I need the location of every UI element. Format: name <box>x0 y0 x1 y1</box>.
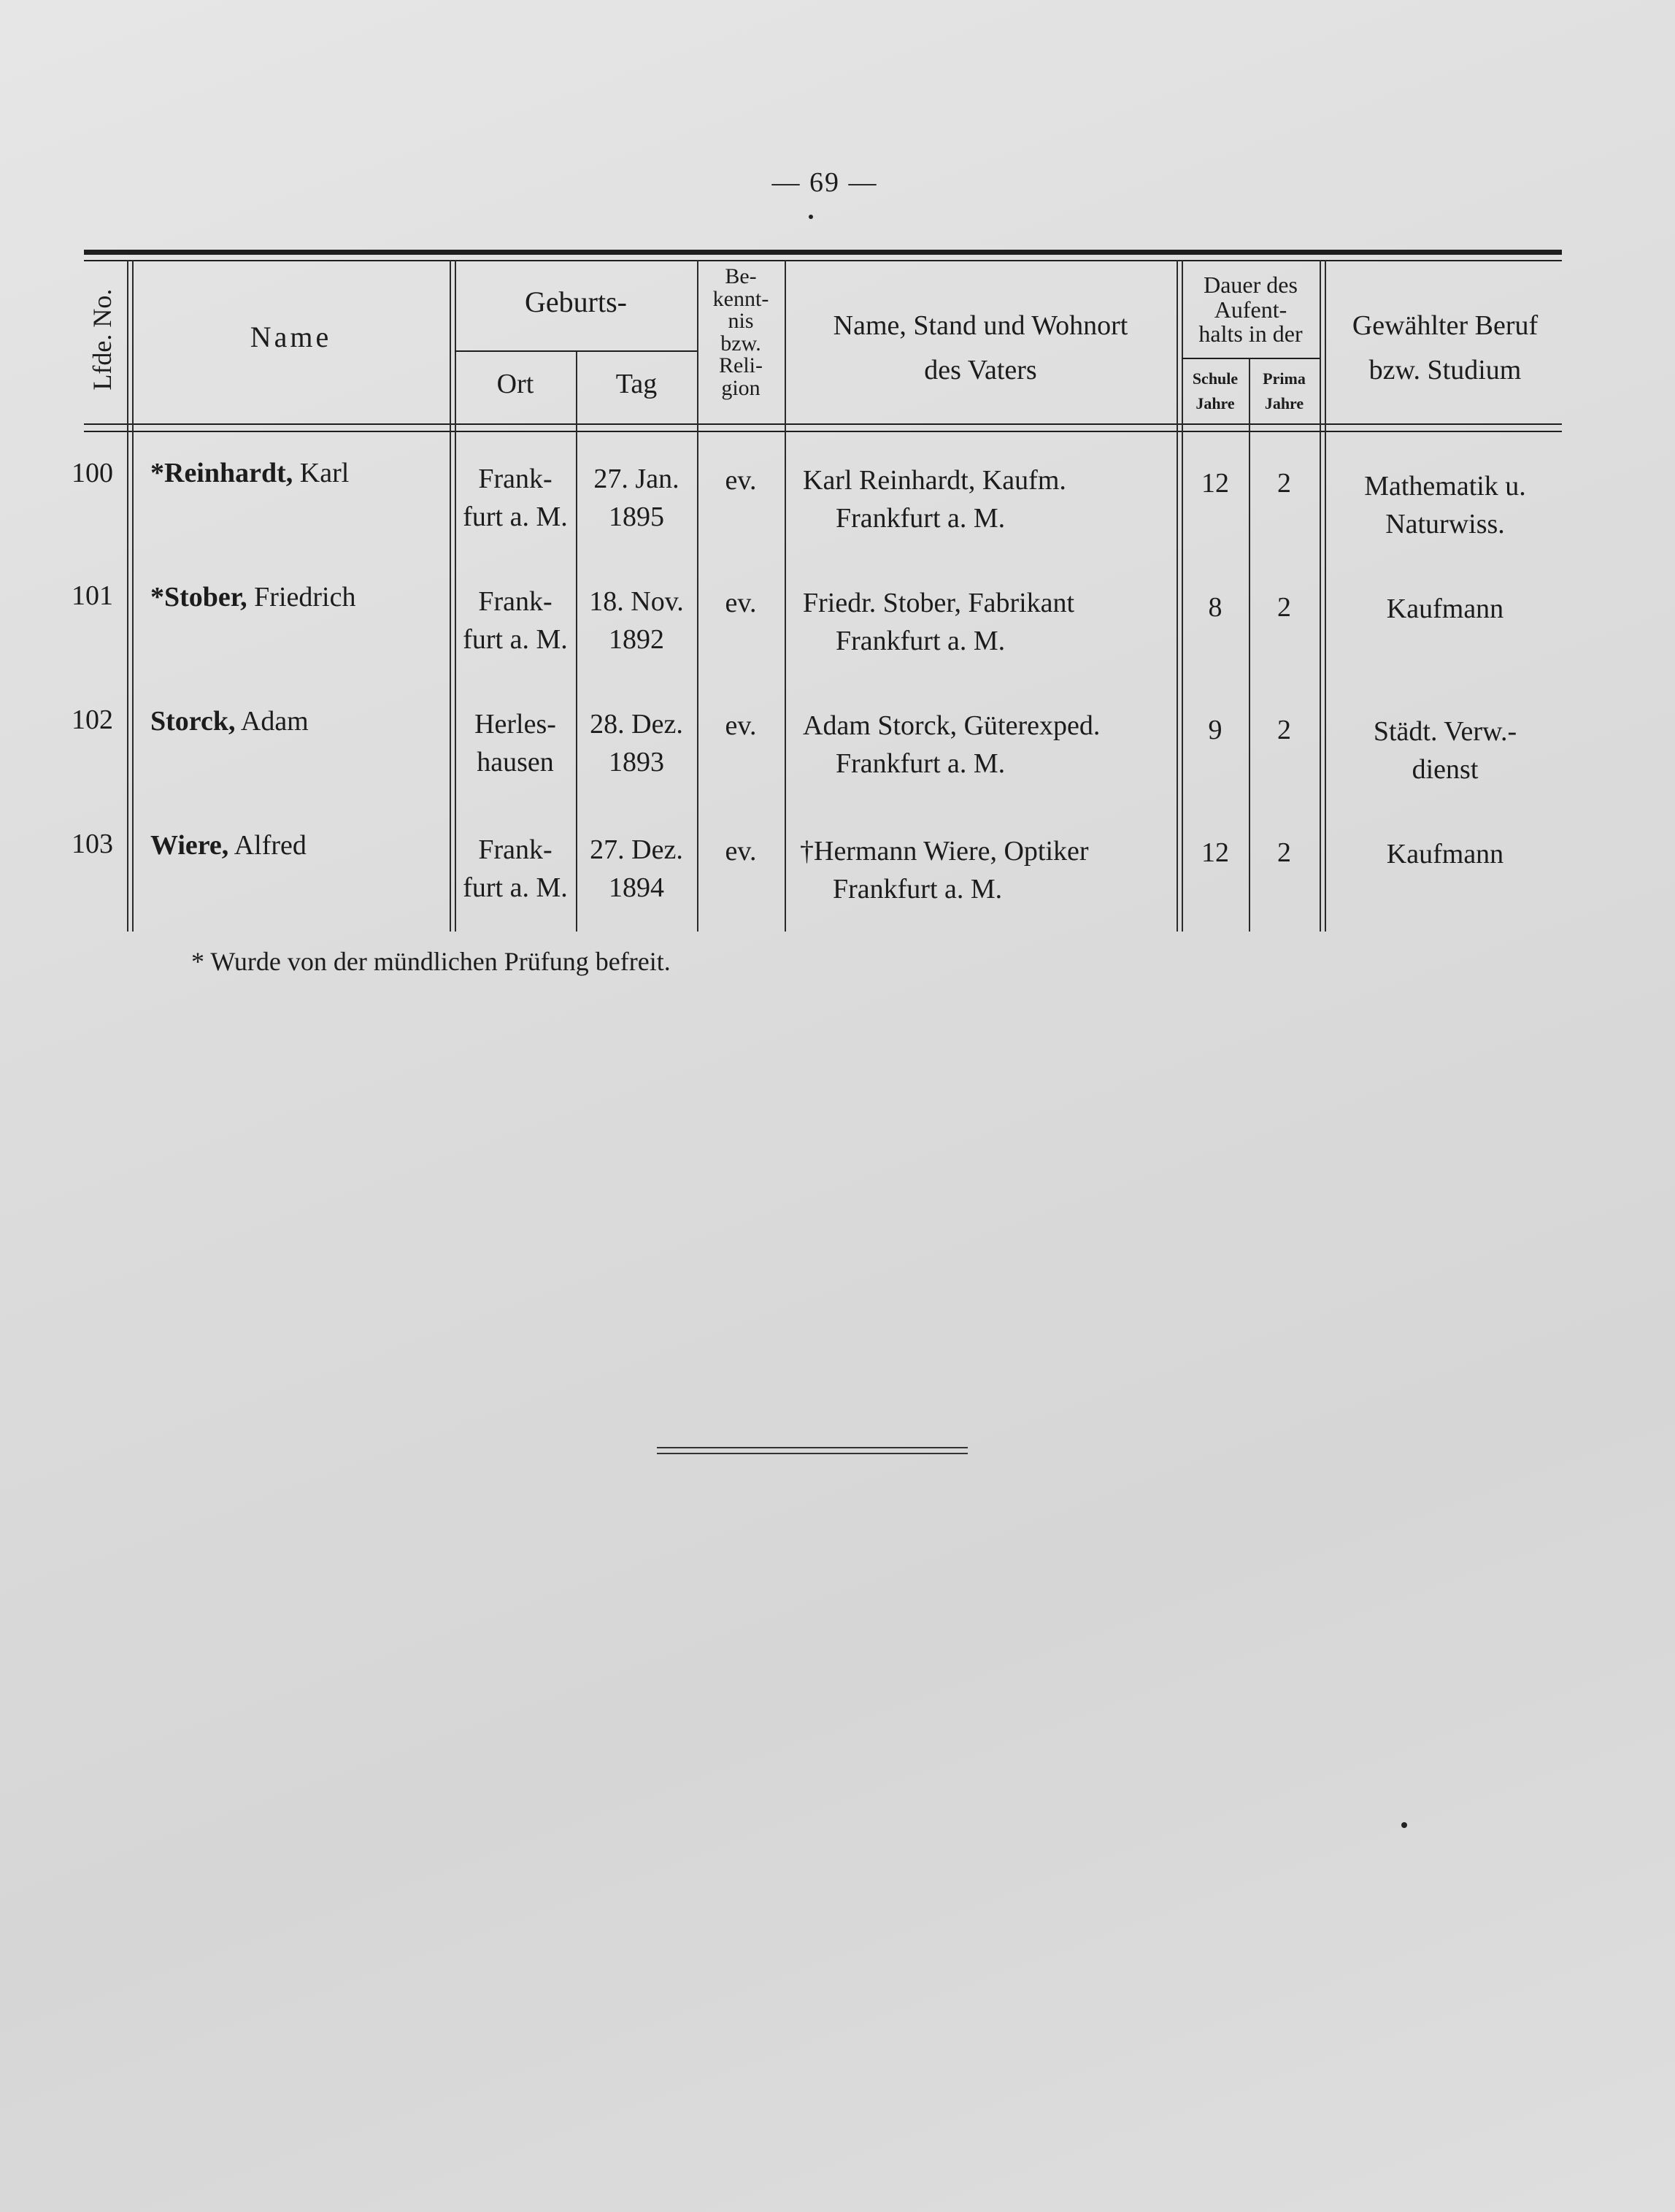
chosen-career: Mathematik u. Naturwiss. <box>1364 471 1526 539</box>
row-number: 102 <box>72 704 113 735</box>
birth-date: 27. Jan. 1895 <box>593 464 679 532</box>
birth-place: Frank- furt a. M. <box>463 464 568 532</box>
end-rule-top <box>657 1447 968 1448</box>
col-divider-name <box>450 260 451 932</box>
header-tag: Tag <box>615 369 658 399</box>
birth-date: 18. Nov. 1892 <box>589 586 684 655</box>
student-firstname: Karl <box>299 458 350 488</box>
table-top-rule-thin <box>84 260 1562 261</box>
birth-date: 27. Dez. 1894 <box>590 834 683 903</box>
birth-place: Herles- hausen <box>474 709 556 777</box>
header-bottom-rule <box>84 423 1562 425</box>
religion: ev. <box>725 836 757 867</box>
header-prima: Prima Jahre <box>1263 369 1306 413</box>
father-info: Adam Storck, Güterexped. Frankfurt a. M. <box>803 710 1101 779</box>
table-top-rule <box>84 250 1562 255</box>
father-info: Karl Reinhardt, Kaufm. Frankfurt a. M. <box>803 465 1066 534</box>
header-ort: Ort <box>496 369 534 399</box>
student-firstname: Adam <box>240 706 309 737</box>
prima-years: 2 <box>1277 715 1291 745</box>
student-name <box>150 578 355 616</box>
header-geburts: Geburts- <box>525 285 627 318</box>
religion: ev. <box>725 465 757 496</box>
prima-years: 2 <box>1277 837 1291 868</box>
geburts-subheader-rule <box>455 350 697 352</box>
student-name <box>150 454 349 492</box>
student-firstname: Friedrich <box>254 582 356 612</box>
student-name <box>150 702 309 740</box>
birth-place: Frank- furt a. M. <box>463 586 568 655</box>
header-dauer: Dauer des Aufent- halts in der <box>1198 272 1303 347</box>
father-info: †Hermann Wiere, Optiker Frankfurt a. M. <box>800 836 1089 905</box>
dauer-subheader-rule <box>1182 358 1320 359</box>
student-surname: Storck, <box>150 706 236 737</box>
header-vater: Name, Stand und Wohnort des Vaters <box>833 310 1128 385</box>
religion: ev. <box>725 588 757 618</box>
birth-date: 28. Dez. 1893 <box>590 709 683 777</box>
student-surname: *Reinhardt, <box>150 458 293 488</box>
col-divider-prima <box>1320 260 1321 932</box>
chosen-career: Kaufmann <box>1386 839 1504 869</box>
header-bottom-rule-2 <box>84 431 1562 432</box>
col-divider-no <box>127 260 128 932</box>
col-divider-vater <box>1177 260 1178 932</box>
chosen-career: Kaufmann <box>1386 594 1504 624</box>
header-schule: Schule Jahre <box>1192 369 1239 413</box>
header-name: Name <box>250 320 332 353</box>
chosen-career: Städt. Verw.- dienst <box>1373 716 1517 785</box>
header-bekenntnis: Be- kennt- nis bzw. Reli- gion <box>712 264 769 400</box>
school-years: 8 <box>1208 592 1222 623</box>
row-number: 100 <box>72 458 113 488</box>
student-name <box>150 826 307 864</box>
page-number: — 69 — <box>771 167 878 198</box>
birth-place: Frank- furt a. M. <box>463 834 568 903</box>
religion: ev. <box>725 710 757 741</box>
row-number: 101 <box>72 580 113 611</box>
school-years: 9 <box>1208 715 1222 745</box>
school-years: 12 <box>1201 837 1229 868</box>
prima-years: 2 <box>1277 468 1291 499</box>
end-rule-bottom <box>657 1453 968 1454</box>
student-surname: *Stober, <box>150 582 247 612</box>
header-lfd-no: Lfde. No. <box>87 288 117 391</box>
father-info: Friedr. Stober, Fabrikant Frankfurt a. M. <box>803 588 1075 656</box>
row-number: 103 <box>72 829 113 859</box>
header-beruf: Gewählter Beruf bzw. Studium <box>1352 310 1539 385</box>
student-firstname: Alfred <box>234 830 307 861</box>
prima-years: 2 <box>1277 592 1291 623</box>
student-surname: Wiere, <box>150 830 229 861</box>
school-years: 12 <box>1201 468 1229 499</box>
paper-speck <box>1401 1822 1407 1828</box>
paper-speck <box>809 215 813 219</box>
footnote: * Wurde von der mündlichen Prüfung befreit. <box>191 947 671 976</box>
col-divider-no-2 <box>132 260 134 932</box>
